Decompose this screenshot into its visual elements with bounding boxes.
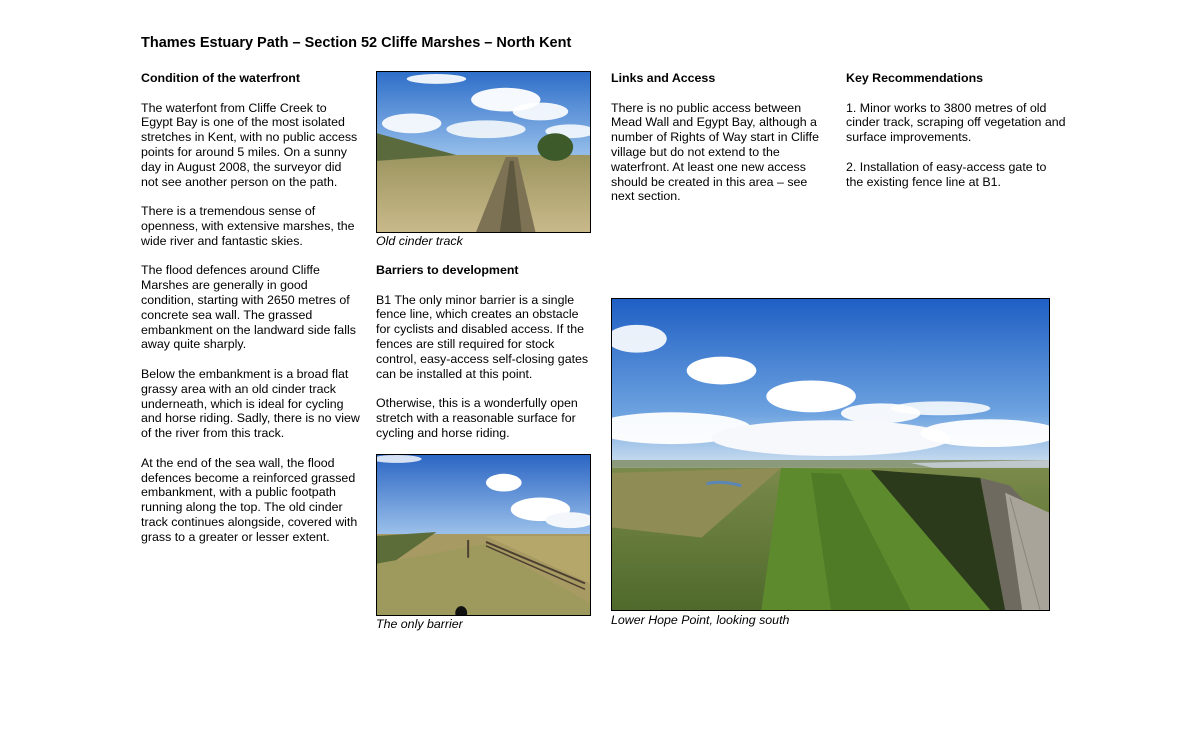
page-title: Thames Estuary Path – Section 52 Cliffe Marshes – North Kent	[141, 35, 572, 51]
recommendations-column	[846, 71, 1066, 204]
condition-paragraph-5: At the end of the sea wall, the flood defences become a reinforced grassed embankment, with a public footpath running along the top. The old cinder track continues alongside, covered with grass to a greater or lesser extent.	[141, 455, 358, 544]
condition-paragraph-1: The waterfont from Cliffe Creek to Egypt Bay is one of the most isolated stretches in Kent, with no public access points for around 5 miles. On a sunny day in August 2008, the surveyor did not see another person on the path.	[141, 100, 358, 189]
recommendations-heading: Key Recommendations	[846, 71, 984, 85]
lower-hope-point-photo	[611, 298, 1050, 611]
barriers-column	[376, 263, 596, 455]
lower-hope-point-caption: Lower Hope Point, looking south	[611, 613, 790, 627]
condition-heading: Condition of the waterfront	[141, 71, 300, 85]
links-column	[611, 71, 831, 219]
links-heading: Links and Access	[611, 71, 716, 85]
recommendation-1: 1. Minor works to 3800 metres of old cinder track, scraping off vegetation and surface improvements.	[846, 100, 1066, 145]
cinder-track-photo	[376, 71, 591, 233]
condition-paragraph-3: The flood defences around Cliffe Marshes are generally in good condition, starting with 2650 metres of concrete sea wall. The grassed embankment on the landward side falls away quite sharply.	[141, 263, 356, 352]
barriers-paragraph-1: B1 The only minor barrier is a single fence line, which creates an obstacle for cyclists and disabled access. If the fences are still required for stock control, easy-access self-closing gates can be installed at this point.	[376, 292, 589, 381]
cinder-track-caption: Old cinder track	[376, 234, 463, 248]
condition-paragraph-4: Below the embankment is a broad flat grassy area with an old cinder track underneath, which is ideal for cycling and horse riding. Sadly, there is no view of the river from this track.	[141, 366, 360, 441]
condition-column	[141, 71, 361, 559]
recommendation-2: 2. Installation of easy-access gate to the existing fence line at B1.	[846, 159, 1047, 189]
barriers-heading: Barriers to development	[376, 263, 519, 277]
links-paragraph: There is no public access between Mead Wall and Egypt Bay, although a number of Rights of Way start in Cliffe village but do not extend to the waterfront. At least one new access should be created in this area – see next section.	[611, 100, 819, 204]
condition-paragraph-2: There is a tremendous sense of openness, with extensive marshes, the wide river and fantastic skies.	[141, 204, 355, 248]
barrier-caption: The only barrier	[376, 617, 463, 631]
barrier-photo	[376, 454, 591, 616]
barriers-paragraph-2: Otherwise, this is a wonderfully open stretch with a reasonable surface for cycling and horse riding.	[376, 396, 578, 440]
